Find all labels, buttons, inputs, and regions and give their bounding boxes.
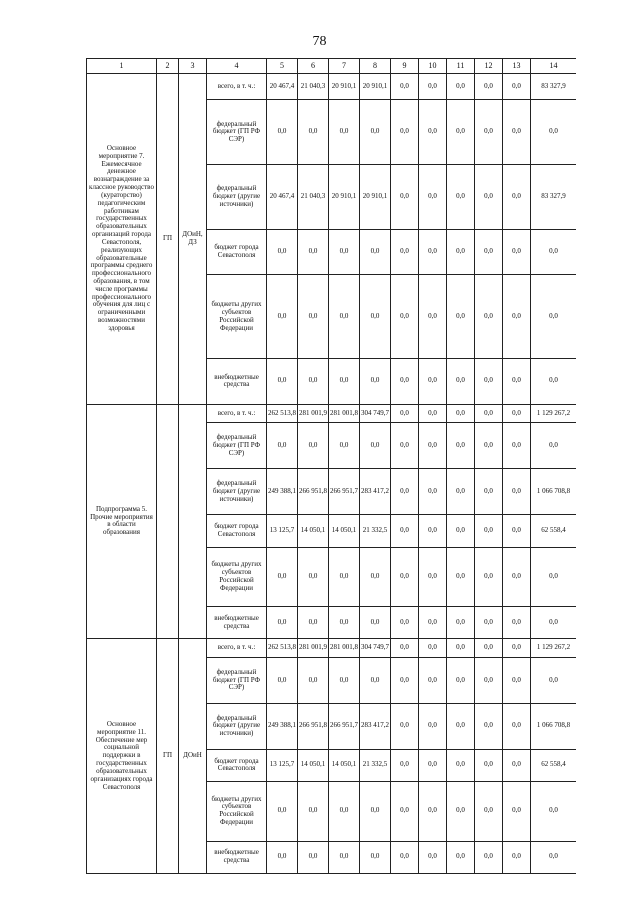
year-value: 0,0 xyxy=(329,606,360,638)
funding-source: бюджеты других субъектов Российской Федерации xyxy=(207,275,267,359)
year-value: 0,0 xyxy=(475,841,503,874)
year-value: 0,0 xyxy=(447,841,475,874)
year-value: 0,0 xyxy=(503,639,531,658)
year-value: 21 332,5 xyxy=(360,515,391,547)
total-value: 0,0 xyxy=(531,100,577,165)
header-cell: 14 xyxy=(531,59,577,74)
header-cell: 7 xyxy=(329,59,360,74)
year-value: 0,0 xyxy=(475,703,503,749)
year-value: 0,0 xyxy=(267,423,298,469)
year-value: 0,0 xyxy=(391,658,419,704)
header-cell: 1 xyxy=(87,59,157,74)
year-value: 0,0 xyxy=(447,165,475,230)
year-value: 0,0 xyxy=(329,547,360,606)
year-value: 0,0 xyxy=(391,782,419,841)
funding-source: бюджет города Севастополя xyxy=(207,749,267,781)
year-value: 0,0 xyxy=(391,606,419,638)
year-value: 304 749,7 xyxy=(360,404,391,423)
year-value: 0,0 xyxy=(475,74,503,100)
year-value: 249 388,1 xyxy=(267,469,298,515)
year-value: 14 050,1 xyxy=(329,749,360,781)
year-value: 0,0 xyxy=(267,100,298,165)
year-value: 0,0 xyxy=(503,469,531,515)
total-value: 1 066 708,8 xyxy=(531,469,577,515)
year-value: 0,0 xyxy=(391,74,419,100)
participant-code: ГП xyxy=(157,74,179,405)
year-value: 0,0 xyxy=(267,782,298,841)
year-value: 0,0 xyxy=(419,782,447,841)
year-value: 0,0 xyxy=(475,782,503,841)
table-body xyxy=(87,74,577,874)
year-value: 0,0 xyxy=(475,547,503,606)
year-value: 0,0 xyxy=(391,404,419,423)
year-value: 0,0 xyxy=(391,639,419,658)
year-value: 0,0 xyxy=(267,547,298,606)
year-value: 0,0 xyxy=(503,165,531,230)
year-value: 20 910,1 xyxy=(329,165,360,230)
total-value: 62 558,4 xyxy=(531,749,577,781)
year-value: 0,0 xyxy=(298,359,329,405)
year-value: 266 951,8 xyxy=(298,703,329,749)
year-value: 0,0 xyxy=(503,275,531,359)
page-number: 78 xyxy=(312,34,327,49)
year-value: 0,0 xyxy=(267,658,298,704)
funding-source: внебюджетные средства xyxy=(207,359,267,405)
header-cell: 9 xyxy=(391,59,419,74)
year-value: 0,0 xyxy=(447,404,475,423)
year-value: 0,0 xyxy=(447,275,475,359)
total-value: 0,0 xyxy=(531,658,577,704)
year-value: 0,0 xyxy=(503,100,531,165)
year-value: 0,0 xyxy=(503,749,531,781)
year-value: 0,0 xyxy=(360,229,391,275)
year-value: 0,0 xyxy=(391,841,419,874)
year-value: 0,0 xyxy=(391,359,419,405)
funding-source: федеральный бюджет (ГП РФ СЭР) xyxy=(207,100,267,165)
funding-source: федеральный бюджет (ГП РФ СЭР) xyxy=(207,423,267,469)
year-value: 0,0 xyxy=(447,423,475,469)
year-value: 0,0 xyxy=(391,165,419,230)
year-value: 0,0 xyxy=(360,782,391,841)
year-value: 0,0 xyxy=(360,423,391,469)
year-value: 20 910,1 xyxy=(360,74,391,100)
year-value: 0,0 xyxy=(419,749,447,781)
year-value: 249 388,1 xyxy=(267,703,298,749)
block-name: Подпрограмма 5. Прочие мероприятия в области образования xyxy=(87,404,157,639)
block-name: Основное мероприятие 7. Ежемесячное денежное вознаграждение за классное руководство (кураторство) педагогическим работникам государственных образовательных организаций города Севастополя, реализующих образовательные программы среднего профессионального образования, в том числе программы профессионального обучения для лиц с ограниченными возможностями здоровья xyxy=(87,74,157,405)
year-value: 262 513,8 xyxy=(267,639,298,658)
year-value: 266 951,8 xyxy=(298,469,329,515)
year-value: 0,0 xyxy=(329,100,360,165)
year-value: 0,0 xyxy=(298,606,329,638)
budget-table xyxy=(86,58,576,874)
year-value: 0,0 xyxy=(447,469,475,515)
year-value: 0,0 xyxy=(447,703,475,749)
year-value: 13 125,7 xyxy=(267,515,298,547)
year-value: 0,0 xyxy=(391,229,419,275)
year-value: 266 951,7 xyxy=(329,469,360,515)
year-value: 0,0 xyxy=(447,606,475,638)
year-value: 0,0 xyxy=(419,703,447,749)
year-value: 0,0 xyxy=(475,639,503,658)
total-value: 62 558,4 xyxy=(531,515,577,547)
year-value: 0,0 xyxy=(447,782,475,841)
year-value: 14 050,1 xyxy=(329,515,360,547)
year-value: 0,0 xyxy=(419,639,447,658)
year-value: 0,0 xyxy=(447,515,475,547)
year-value: 0,0 xyxy=(475,100,503,165)
year-value: 0,0 xyxy=(447,658,475,704)
year-value: 0,0 xyxy=(298,547,329,606)
year-value: 0,0 xyxy=(447,359,475,405)
year-value: 20 910,1 xyxy=(329,74,360,100)
total-value: 0,0 xyxy=(531,359,577,405)
year-value: 0,0 xyxy=(267,841,298,874)
header-row xyxy=(87,59,577,74)
year-value: 0,0 xyxy=(360,841,391,874)
year-value: 281 001,8 xyxy=(329,404,360,423)
funding-source: всего, в т. ч.: xyxy=(207,639,267,658)
year-value: 0,0 xyxy=(329,841,360,874)
table-row xyxy=(87,74,577,100)
year-value: 0,0 xyxy=(503,404,531,423)
funding-source: бюджеты других субъектов Российской Федерации xyxy=(207,547,267,606)
year-value: 0,0 xyxy=(419,423,447,469)
funding-source: всего, в т. ч.: xyxy=(207,74,267,100)
year-value: 0,0 xyxy=(329,359,360,405)
year-value: 0,0 xyxy=(447,749,475,781)
header-cell: 13 xyxy=(503,59,531,74)
year-value: 0,0 xyxy=(475,229,503,275)
year-value: 0,0 xyxy=(419,606,447,638)
year-value: 0,0 xyxy=(298,782,329,841)
year-value: 0,0 xyxy=(391,547,419,606)
year-value: 283 417,2 xyxy=(360,469,391,515)
year-value: 0,0 xyxy=(475,658,503,704)
year-value: 304 749,7 xyxy=(360,639,391,658)
year-value: 0,0 xyxy=(503,703,531,749)
year-value: 0,0 xyxy=(475,165,503,230)
year-value: 0,0 xyxy=(267,359,298,405)
year-value: 262 513,8 xyxy=(267,404,298,423)
year-value: 13 125,7 xyxy=(267,749,298,781)
year-value: 0,0 xyxy=(475,404,503,423)
year-value: 0,0 xyxy=(360,658,391,704)
year-value: 0,0 xyxy=(391,275,419,359)
year-value: 0,0 xyxy=(329,229,360,275)
year-value: 0,0 xyxy=(419,547,447,606)
year-value: 0,0 xyxy=(475,275,503,359)
year-value: 0,0 xyxy=(267,229,298,275)
year-value: 20 910,1 xyxy=(360,165,391,230)
year-value: 0,0 xyxy=(298,841,329,874)
table-row xyxy=(87,639,577,658)
total-value: 0,0 xyxy=(531,275,577,359)
year-value: 0,0 xyxy=(419,74,447,100)
header-cell: 11 xyxy=(447,59,475,74)
year-value: 0,0 xyxy=(503,515,531,547)
year-value: 21 332,5 xyxy=(360,749,391,781)
year-value: 0,0 xyxy=(391,749,419,781)
year-value: 0,0 xyxy=(503,547,531,606)
block-name: Основное мероприятие 11. Обеспечение мер социальной поддержки в государственных образовательных организациях города Севастополя xyxy=(87,639,157,874)
year-value: 20 467,4 xyxy=(267,165,298,230)
funding-source: внебюджетные средства xyxy=(207,841,267,874)
year-value: 0,0 xyxy=(267,275,298,359)
header-cell: 3 xyxy=(179,59,207,74)
executor-code: ДОиН, ДЗ xyxy=(179,74,207,405)
year-value: 0,0 xyxy=(503,606,531,638)
year-value: 0,0 xyxy=(360,606,391,638)
header-cell: 4 xyxy=(207,59,267,74)
year-value: 0,0 xyxy=(475,423,503,469)
funding-source: федеральный бюджет (другие источники) xyxy=(207,469,267,515)
year-value: 0,0 xyxy=(298,100,329,165)
header-cell: 5 xyxy=(267,59,298,74)
year-value: 0,0 xyxy=(447,100,475,165)
funding-source: бюджет города Севастополя xyxy=(207,229,267,275)
year-value: 0,0 xyxy=(298,229,329,275)
year-value: 14 050,1 xyxy=(298,515,329,547)
year-value: 0,0 xyxy=(475,606,503,638)
year-value: 281 001,9 xyxy=(298,404,329,423)
year-value: 0,0 xyxy=(419,100,447,165)
year-value: 14 050,1 xyxy=(298,749,329,781)
year-value: 0,0 xyxy=(447,639,475,658)
year-value: 0,0 xyxy=(503,359,531,405)
year-value: 0,0 xyxy=(391,100,419,165)
year-value: 0,0 xyxy=(419,165,447,230)
year-value: 0,0 xyxy=(475,515,503,547)
year-value: 0,0 xyxy=(360,547,391,606)
year-value: 20 467,4 xyxy=(267,74,298,100)
year-value: 0,0 xyxy=(298,275,329,359)
year-value: 0,0 xyxy=(298,423,329,469)
year-value: 281 001,9 xyxy=(298,639,329,658)
total-value: 0,0 xyxy=(531,423,577,469)
total-value: 1 066 708,8 xyxy=(531,703,577,749)
total-value: 0,0 xyxy=(531,782,577,841)
year-value: 281 001,8 xyxy=(329,639,360,658)
year-value: 0,0 xyxy=(329,275,360,359)
year-value: 0,0 xyxy=(475,359,503,405)
year-value: 0,0 xyxy=(475,469,503,515)
year-value: 0,0 xyxy=(267,606,298,638)
total-value: 0,0 xyxy=(531,606,577,638)
year-value: 0,0 xyxy=(329,658,360,704)
year-value: 21 040,3 xyxy=(298,165,329,230)
executor-code: ДОиН xyxy=(179,639,207,874)
funding-source: федеральный бюджет (другие источники) xyxy=(207,165,267,230)
year-value: 0,0 xyxy=(419,229,447,275)
budget-table-container xyxy=(86,58,576,874)
year-value: 0,0 xyxy=(503,841,531,874)
year-value: 0,0 xyxy=(391,703,419,749)
participant-code: ГП xyxy=(157,639,179,874)
year-value: 0,0 xyxy=(447,229,475,275)
header-cell: 6 xyxy=(298,59,329,74)
year-value: 0,0 xyxy=(447,547,475,606)
table-row xyxy=(87,404,577,423)
year-value: 0,0 xyxy=(419,658,447,704)
year-value: 0,0 xyxy=(329,423,360,469)
year-value: 0,0 xyxy=(391,469,419,515)
year-value: 0,0 xyxy=(419,359,447,405)
total-value: 1 129 267,2 xyxy=(531,639,577,658)
funding-source: федеральный бюджет (ГП РФ СЭР) xyxy=(207,658,267,704)
year-value: 0,0 xyxy=(447,74,475,100)
total-value: 0,0 xyxy=(531,229,577,275)
year-value: 21 040,3 xyxy=(298,74,329,100)
header-cell: 10 xyxy=(419,59,447,74)
total-value: 83 327,9 xyxy=(531,165,577,230)
funding-source: федеральный бюджет (другие источники) xyxy=(207,703,267,749)
total-value: 1 129 267,2 xyxy=(531,404,577,423)
year-value: 0,0 xyxy=(419,469,447,515)
funding-source: всего, в т. ч.: xyxy=(207,404,267,423)
year-value: 0,0 xyxy=(503,658,531,704)
funding-source: бюджет города Севастополя xyxy=(207,515,267,547)
year-value: 0,0 xyxy=(419,515,447,547)
year-value: 283 417,2 xyxy=(360,703,391,749)
year-value: 0,0 xyxy=(298,658,329,704)
header-cell: 2 xyxy=(157,59,179,74)
year-value: 0,0 xyxy=(360,275,391,359)
year-value: 0,0 xyxy=(419,404,447,423)
year-value: 0,0 xyxy=(391,515,419,547)
year-value: 0,0 xyxy=(419,275,447,359)
total-value: 0,0 xyxy=(531,841,577,874)
header-cell: 8 xyxy=(360,59,391,74)
participant-code xyxy=(157,404,179,639)
year-value: 266 951,7 xyxy=(329,703,360,749)
header-cell: 12 xyxy=(475,59,503,74)
year-value: 0,0 xyxy=(391,423,419,469)
total-value: 0,0 xyxy=(531,547,577,606)
year-value: 0,0 xyxy=(503,782,531,841)
total-value: 83 327,9 xyxy=(531,74,577,100)
year-value: 0,0 xyxy=(475,749,503,781)
year-value: 0,0 xyxy=(419,841,447,874)
year-value: 0,0 xyxy=(503,423,531,469)
executor-code xyxy=(179,404,207,639)
year-value: 0,0 xyxy=(329,782,360,841)
year-value: 0,0 xyxy=(503,229,531,275)
year-value: 0,0 xyxy=(360,359,391,405)
year-value: 0,0 xyxy=(360,100,391,165)
year-value: 0,0 xyxy=(503,74,531,100)
funding-source: бюджеты других субъектов Российской Федерации xyxy=(207,782,267,841)
funding-source: внебюджетные средства xyxy=(207,606,267,638)
